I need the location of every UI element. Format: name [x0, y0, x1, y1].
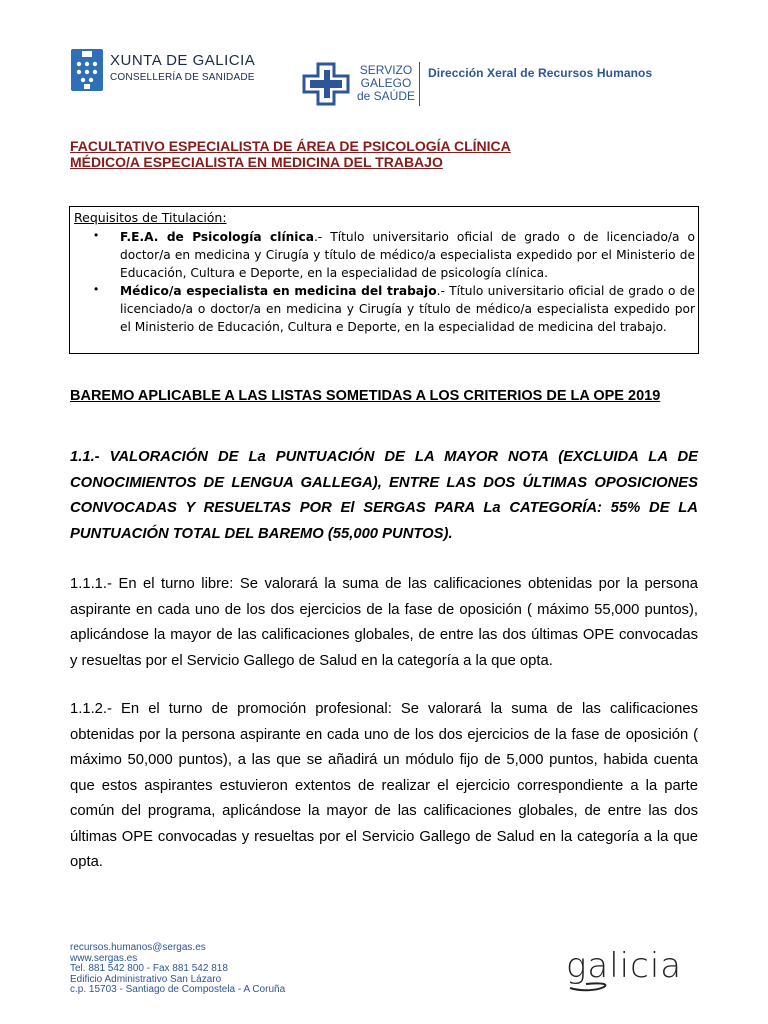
- bullet-icon: •: [94, 282, 99, 296]
- sergas-name: [356, 64, 416, 103]
- footer-web: www.sergas.es: [70, 952, 138, 964]
- title-line-1: FACULTATIVO ESPECIALISTA DE ÁREA DE PSICOLOGÍA CLÍNICA: [70, 138, 511, 154]
- footer-contact: [70, 943, 285, 996]
- title-line-2: MÉDICO/A ESPECIALISTA EN MEDICINA DEL TRABAJO: [70, 154, 443, 170]
- sergas-cross-icon: [302, 62, 350, 106]
- galicia-logo: galicia: [566, 946, 683, 986]
- sergas-line-1: SERVIZO: [359, 63, 413, 77]
- bullet-icon: •: [94, 228, 99, 242]
- footer-edificio: Edificio Administrativo San Lázaro: [70, 973, 222, 985]
- footer-cp: c.p. 15703 - Santiago de Compostela - A Coruña: [70, 984, 286, 995]
- galicia-swoosh-icon: [566, 970, 696, 994]
- xunta-name: XUNTA DE GALICIA: [110, 52, 256, 69]
- paragraph-1-1-1: 1.1.1.- En el turno libre: Se valorará la suma de las calificaciones obtenidas por la persona aspirante en cada uno de los dos ejercicios de la fase de oposición ( máximo 55,000 puntos), aplicándose la mayor de las calificaciones globales, de entre las dos últimas OPE convocadas y resueltas por el Servicio Gallego de Salud en la categoría a la que opta.: [70, 576, 698, 669]
- section-1-1-heading: 1.1.- VALORACIÓN DE La PUNTUACIÓN DE LA MAYOR NOTA (EXCLUIDA LA DE CONOCIMIENTOS DE LENGUA GALLEGA), ENTRE LAS DOS ÚLTIMAS OPOSICIONES CONVOCADAS Y RESUELTAS POR El SERGAS PARA La CATEGORÍA: 55% DE LA PUNTUACIÓN TOTAL DEL BAREMO (55,000 PUNTOS).: [70, 449, 698, 542]
- xunta-shield-icon: [70, 48, 104, 92]
- requisito-item-text: .- Título universitario oficial de grado o de licenciado/a o doctor/a en medicina y Cirugía y título de médico/a especialista expedido por el Ministerio de Educación, Cultura e Deporte, en la especialidad de psicología clínica.: [120, 230, 696, 280]
- footer-email: recursos.humanos@sergas.es: [70, 942, 206, 953]
- paragraph-1-1-2: 1.1.2.- En el turno de promoción profesional: Se valorará la suma de las calificaciones obtenidas por la persona aspirante en cada uno de los dos ejercicios de la fase de oposición ( máximo 50,000 puntos), a las que se añadirá un módulo fijo de 5,000 puntos, habida cuenta que estos aspirantes estuvieron extentos de realizar el ejercicio correspondiente a la parte común del programa, aplicándose la mayor de las calificaciones globales, de entre las dos últimas OPE convocadas y resueltas por el Servicio Gallego de Salud en la categoría a la que opta.: [70, 701, 698, 870]
- requisito-item-title: Médico/a especialista en medicina del trabajo: [120, 284, 437, 298]
- requisito-item: [120, 228, 695, 282]
- requisito-item-title: F.E.A. de Psicología clínica: [120, 230, 314, 244]
- header-divider: [419, 62, 420, 106]
- direccion-xeral: Dirección Xeral de Recursos Humanos: [428, 66, 653, 80]
- requisito-item: [120, 282, 695, 336]
- conselleria-name: CONSELLERÍA DE SANIDADE: [110, 72, 255, 83]
- sergas-line-2: GALEGO: [360, 76, 412, 90]
- requisitos-heading: Requisitos de Titulación:: [74, 210, 227, 225]
- sergas-line-3: de SAÚDE: [356, 89, 416, 103]
- baremo-heading: BAREMO APLICABLE A LAS LISTAS SOMETIDAS A LOS CRITERIOS DE LA OPE 2019: [70, 388, 661, 404]
- footer-tel: Tel. 881 542 800 - Fax 881 542 818: [70, 963, 228, 974]
- requisito-item-text: .- Título universitario oficial de grado o de licenciado/a o doctor/a en medicina y Cirugía y título de médico/a especialista expedido por el Ministerio de Educación, Cultura e Deporte, en la especialidad de medicina del trabajo.: [120, 284, 695, 334]
